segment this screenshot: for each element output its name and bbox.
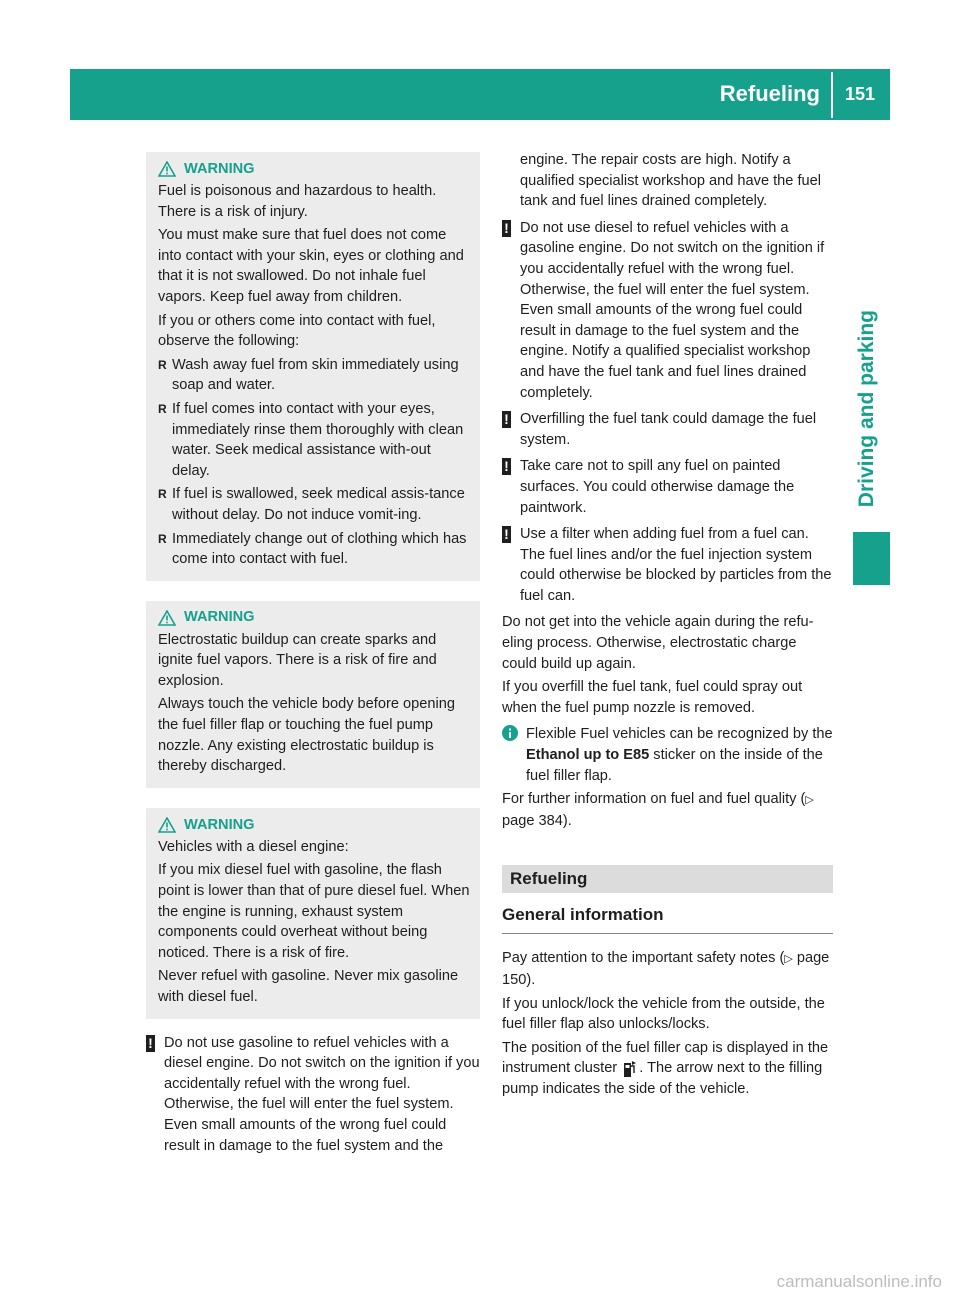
warning-label: WARNING <box>184 160 255 177</box>
warning-heading <box>158 813 472 837</box>
info-item <box>502 724 833 786</box>
warning-text: If you mix diesel fuel with gasoline, the flash point is lower than that of pure diesel fuel. When the engine is running, exhaust system components could overheat without being noticed. There is a risk of fire. <box>158 862 470 961</box>
bullet-icon: R <box>158 487 167 502</box>
subsection-heading: General information <box>502 903 833 934</box>
exclamation-icon: ! <box>146 1035 155 1052</box>
list-item: R Wash away fuel from skin immediately using soap and water. <box>158 355 472 396</box>
warning-box-diesel <box>146 808 480 1019</box>
page-pointer-icon: ▷ <box>784 953 793 966</box>
exclamation-icon: ! <box>502 526 511 543</box>
list-item: R Immediately change out of clothing which has come into contact with fuel. <box>158 529 472 570</box>
right-column <box>502 150 833 1103</box>
chapter-marker <box>853 532 890 585</box>
note-text-continued: engine. The repair costs are high. Notify a qualified specialist workshop and have the fuel tank and fuel lines drained completely. <box>520 152 821 210</box>
warning-text: You must make sure that fuel does not come into contact with your skin, eyes or clothing and that it is not swallowed. Do not inhale fuel vapors. Keep fuel away from children. <box>158 227 464 305</box>
warning-triangle-icon <box>158 161 176 177</box>
warning-box-fuel-poison <box>146 152 480 581</box>
note-text: Do not use gasoline to refuel vehicles with a diesel engine. Do not switch on the ignition if you accidentally refuel with the wrong fuel. Otherwise, the fuel will enter the fuel system. Even small amounts of the wrong fuel could result in damage to the fuel system and the <box>164 1034 480 1154</box>
info-icon <box>502 725 518 741</box>
exclamation-icon: ! <box>502 411 511 428</box>
exclamation-icon: ! <box>502 458 511 475</box>
body-text: If you overfill the fuel tank, fuel could spray out when the fuel pump nozzle is removed. <box>502 679 803 716</box>
note-text: Overfilling the fuel tank could damage the fuel system. <box>520 411 817 448</box>
warning-box-electrostatic <box>146 601 480 788</box>
warning-triangle-icon <box>158 610 176 626</box>
warning-text: If you or others come into contact with fuel, observe the following: <box>158 312 436 350</box>
page-pointer-icon: ▷ <box>805 794 814 807</box>
body-text: If you unlock/lock the vehicle from the outside, the fuel filler flap also unlocks/locks. <box>502 995 825 1033</box>
warning-text: Never refuel with gasoline. Never mix gasoline with diesel fuel. <box>158 968 459 1005</box>
left-column <box>146 152 480 1162</box>
warning-label: WARNING <box>184 609 255 626</box>
body-text: For further information on fuel and fuel quality (▷ page 384). <box>502 791 814 829</box>
note-item <box>502 524 833 606</box>
page-number: 151 <box>845 84 876 104</box>
warning-label: WARNING <box>184 816 255 833</box>
header-separator <box>831 72 833 118</box>
warning-text: Vehicles with a diesel engine: <box>158 838 349 855</box>
watermark: carmanualsonline.info <box>776 1272 942 1291</box>
body-text: Do not get into the vehicle again during the refu-eling process. Otherwise, electrostatic charge could build up again. <box>502 614 814 672</box>
warning-heading <box>158 606 472 630</box>
exclamation-icon: ! <box>502 220 511 237</box>
page-title: Refueling <box>719 81 820 106</box>
bullet-icon: R <box>158 357 167 372</box>
note-item <box>502 218 833 403</box>
chapter-tab-label: Driving and parking <box>855 310 878 508</box>
warning-text: Electrostatic buildup can create sparks and ignite fuel vapors. There is a risk of fire and explosion. <box>158 631 437 689</box>
body-text: Pay attention to the important safety notes (▷ page 150). <box>502 950 830 988</box>
note-item <box>146 1033 480 1157</box>
note-text: Take care not to spill any fuel on painted surfaces. You could otherwise damage the paintwork. <box>520 458 795 516</box>
section-heading: Refueling <box>502 865 833 893</box>
list-item: R If fuel comes into contact with your eyes, immediately rinse them thoroughly with clean water. Seek medical assistance with-out delay. <box>158 399 472 481</box>
note-text: Do not use diesel to refuel vehicles with a gasoline engine. Do not switch on the ignition if you accidentally refuel with the wrong fuel. Otherwise, the fuel will enter the fuel system. Even small amounts of the wrong fuel could result in damage to the fuel system and the engine. Notify a qualified specialist workshop and have the fuel tank and fuel lines drained completely. <box>520 219 825 401</box>
note-item <box>502 409 833 450</box>
warning-text: Always touch the vehicle body before opening the fuel filler flap or touching the fuel pump nozzle. Any existing electrostatic buildup is thereby discharged. <box>158 696 455 775</box>
body-text: The position of the fuel filler cap is displayed in the instrument cluster . The arrow next to the filling pump indicates the side of the vehicle. <box>502 1039 829 1097</box>
info-text: Flexible Fuel vehicles can be recognized by the Ethanol up to E85 sticker on the inside of the fuel filler flap. <box>526 726 833 784</box>
fuel-pump-icon <box>623 1060 637 1078</box>
bullet-icon: R <box>158 401 167 416</box>
list-item: R If fuel is swallowed, seek medical assis-tance without delay. Do not induce vomit-ing. <box>158 484 472 525</box>
warning-text: Fuel is poisonous and hazardous to health. There is a risk of injury. <box>158 183 437 220</box>
bullet-icon: R <box>158 531 167 546</box>
note-text: Use a filter when adding fuel from a fuel can. The fuel lines and/or the fuel injection system could otherwise be blocked by particles from the fuel can. <box>520 526 832 604</box>
warning-heading <box>158 157 472 181</box>
warning-triangle-icon <box>158 817 176 833</box>
note-item <box>502 456 833 518</box>
